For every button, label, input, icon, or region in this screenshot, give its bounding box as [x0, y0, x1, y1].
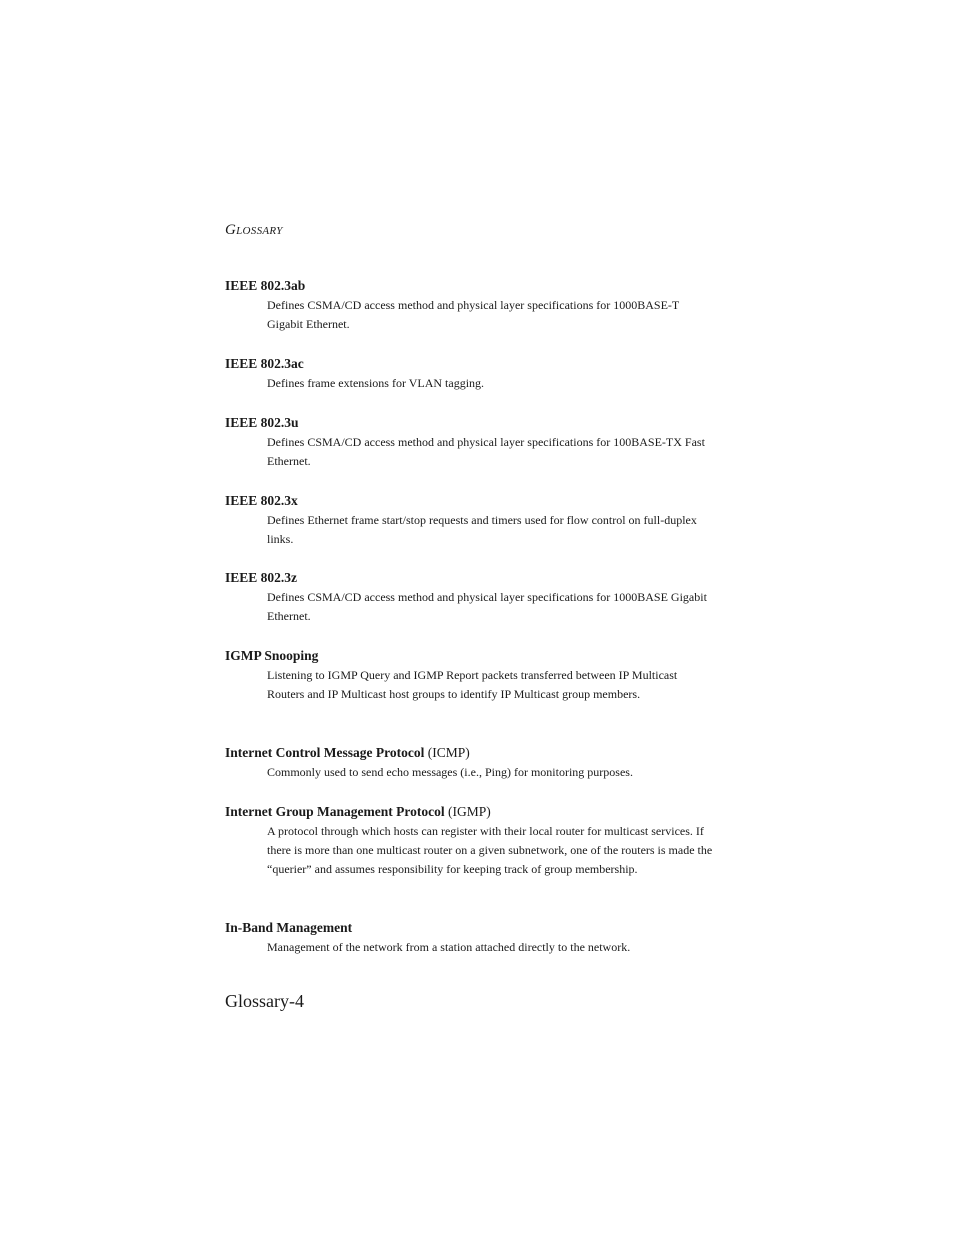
- glossary-entry-igmp: [225, 803, 725, 919]
- running-header-initial: G: [225, 222, 237, 238]
- glossary-term: [225, 355, 725, 372]
- term-name: IEEE 802.3u: [225, 415, 299, 430]
- glossary-definition: Listening to IGMP Query and IGMP Report packets transferred between IP Multicast Routers and IP Multicast host groups to identify IP Multicast group members.: [267, 668, 678, 701]
- term-name: Internet Control Message Protocol: [225, 745, 425, 760]
- glossary-definition: Defines frame extensions for VLAN tagging.: [267, 376, 485, 390]
- glossary-definition: Defines Ethernet frame start/stop requests and timers used for flow control on full-duplex links.: [267, 513, 697, 546]
- running-header-rest: LOSSARY: [236, 225, 283, 237]
- glossary-term: [225, 569, 725, 586]
- glossary-definition: Commonly used to send echo messages (i.e., Ping) for monitoring purposes.: [267, 765, 633, 779]
- glossary-term: [225, 919, 725, 936]
- glossary-entry-ieee-802-3ab: [225, 277, 725, 355]
- glossary-definition: Defines CSMA/CD access method and physical layer specifications for 1000BASE Gigabit Ethernet.: [267, 590, 707, 623]
- glossary-term: [225, 803, 725, 820]
- term-name: IGMP Snooping: [225, 648, 319, 663]
- glossary-definition: Management of the network from a station attached directly to the network.: [267, 940, 631, 954]
- glossary-entries: [225, 277, 725, 959]
- term-name: IEEE 802.3x: [225, 493, 298, 508]
- glossary-entry-ieee-802-3u: [225, 414, 725, 492]
- glossary-term: [225, 492, 725, 509]
- glossary-term: [225, 647, 725, 664]
- glossary-entry-icmp: [225, 744, 725, 803]
- glossary-term: [225, 414, 725, 431]
- glossary-entry-igmp-snooping: [225, 647, 725, 744]
- glossary-definition: A protocol through which hosts can register with their local router for multicast services. If there is more than one multicast router on a given subnetwork, one of the routers is made the “querier” and assumes responsibility for keeping track of group membership.: [267, 824, 713, 876]
- glossary-entry-in-band-management: [225, 919, 725, 959]
- term-name: In-Band Management: [225, 920, 353, 935]
- glossary-term: [225, 277, 725, 294]
- term-name: IEEE 802.3z: [225, 570, 298, 585]
- page-number: Glossary-4: [225, 991, 304, 1011]
- glossary-entry-ieee-802-3x: [225, 492, 725, 569]
- glossary-definition: Defines CSMA/CD access method and physical layer specifications for 1000BASE-T Gigabit Ethernet.: [267, 298, 680, 331]
- term-name: Internet Group Management Protocol: [225, 804, 445, 819]
- term-name: IEEE 802.3ac: [225, 356, 304, 371]
- term-abbreviation: (ICMP): [424, 745, 470, 760]
- term-name: IEEE 802.3ab: [225, 278, 306, 293]
- running-header: [225, 222, 283, 239]
- glossary-entry-ieee-802-3ac: [225, 355, 725, 414]
- glossary-term: [225, 744, 725, 761]
- term-abbreviation: (IGMP): [444, 804, 491, 819]
- glossary-definition: Defines CSMA/CD access method and physical layer specifications for 100BASE-TX Fast Ethernet.: [267, 435, 705, 468]
- glossary-entry-ieee-802-3z: [225, 569, 725, 647]
